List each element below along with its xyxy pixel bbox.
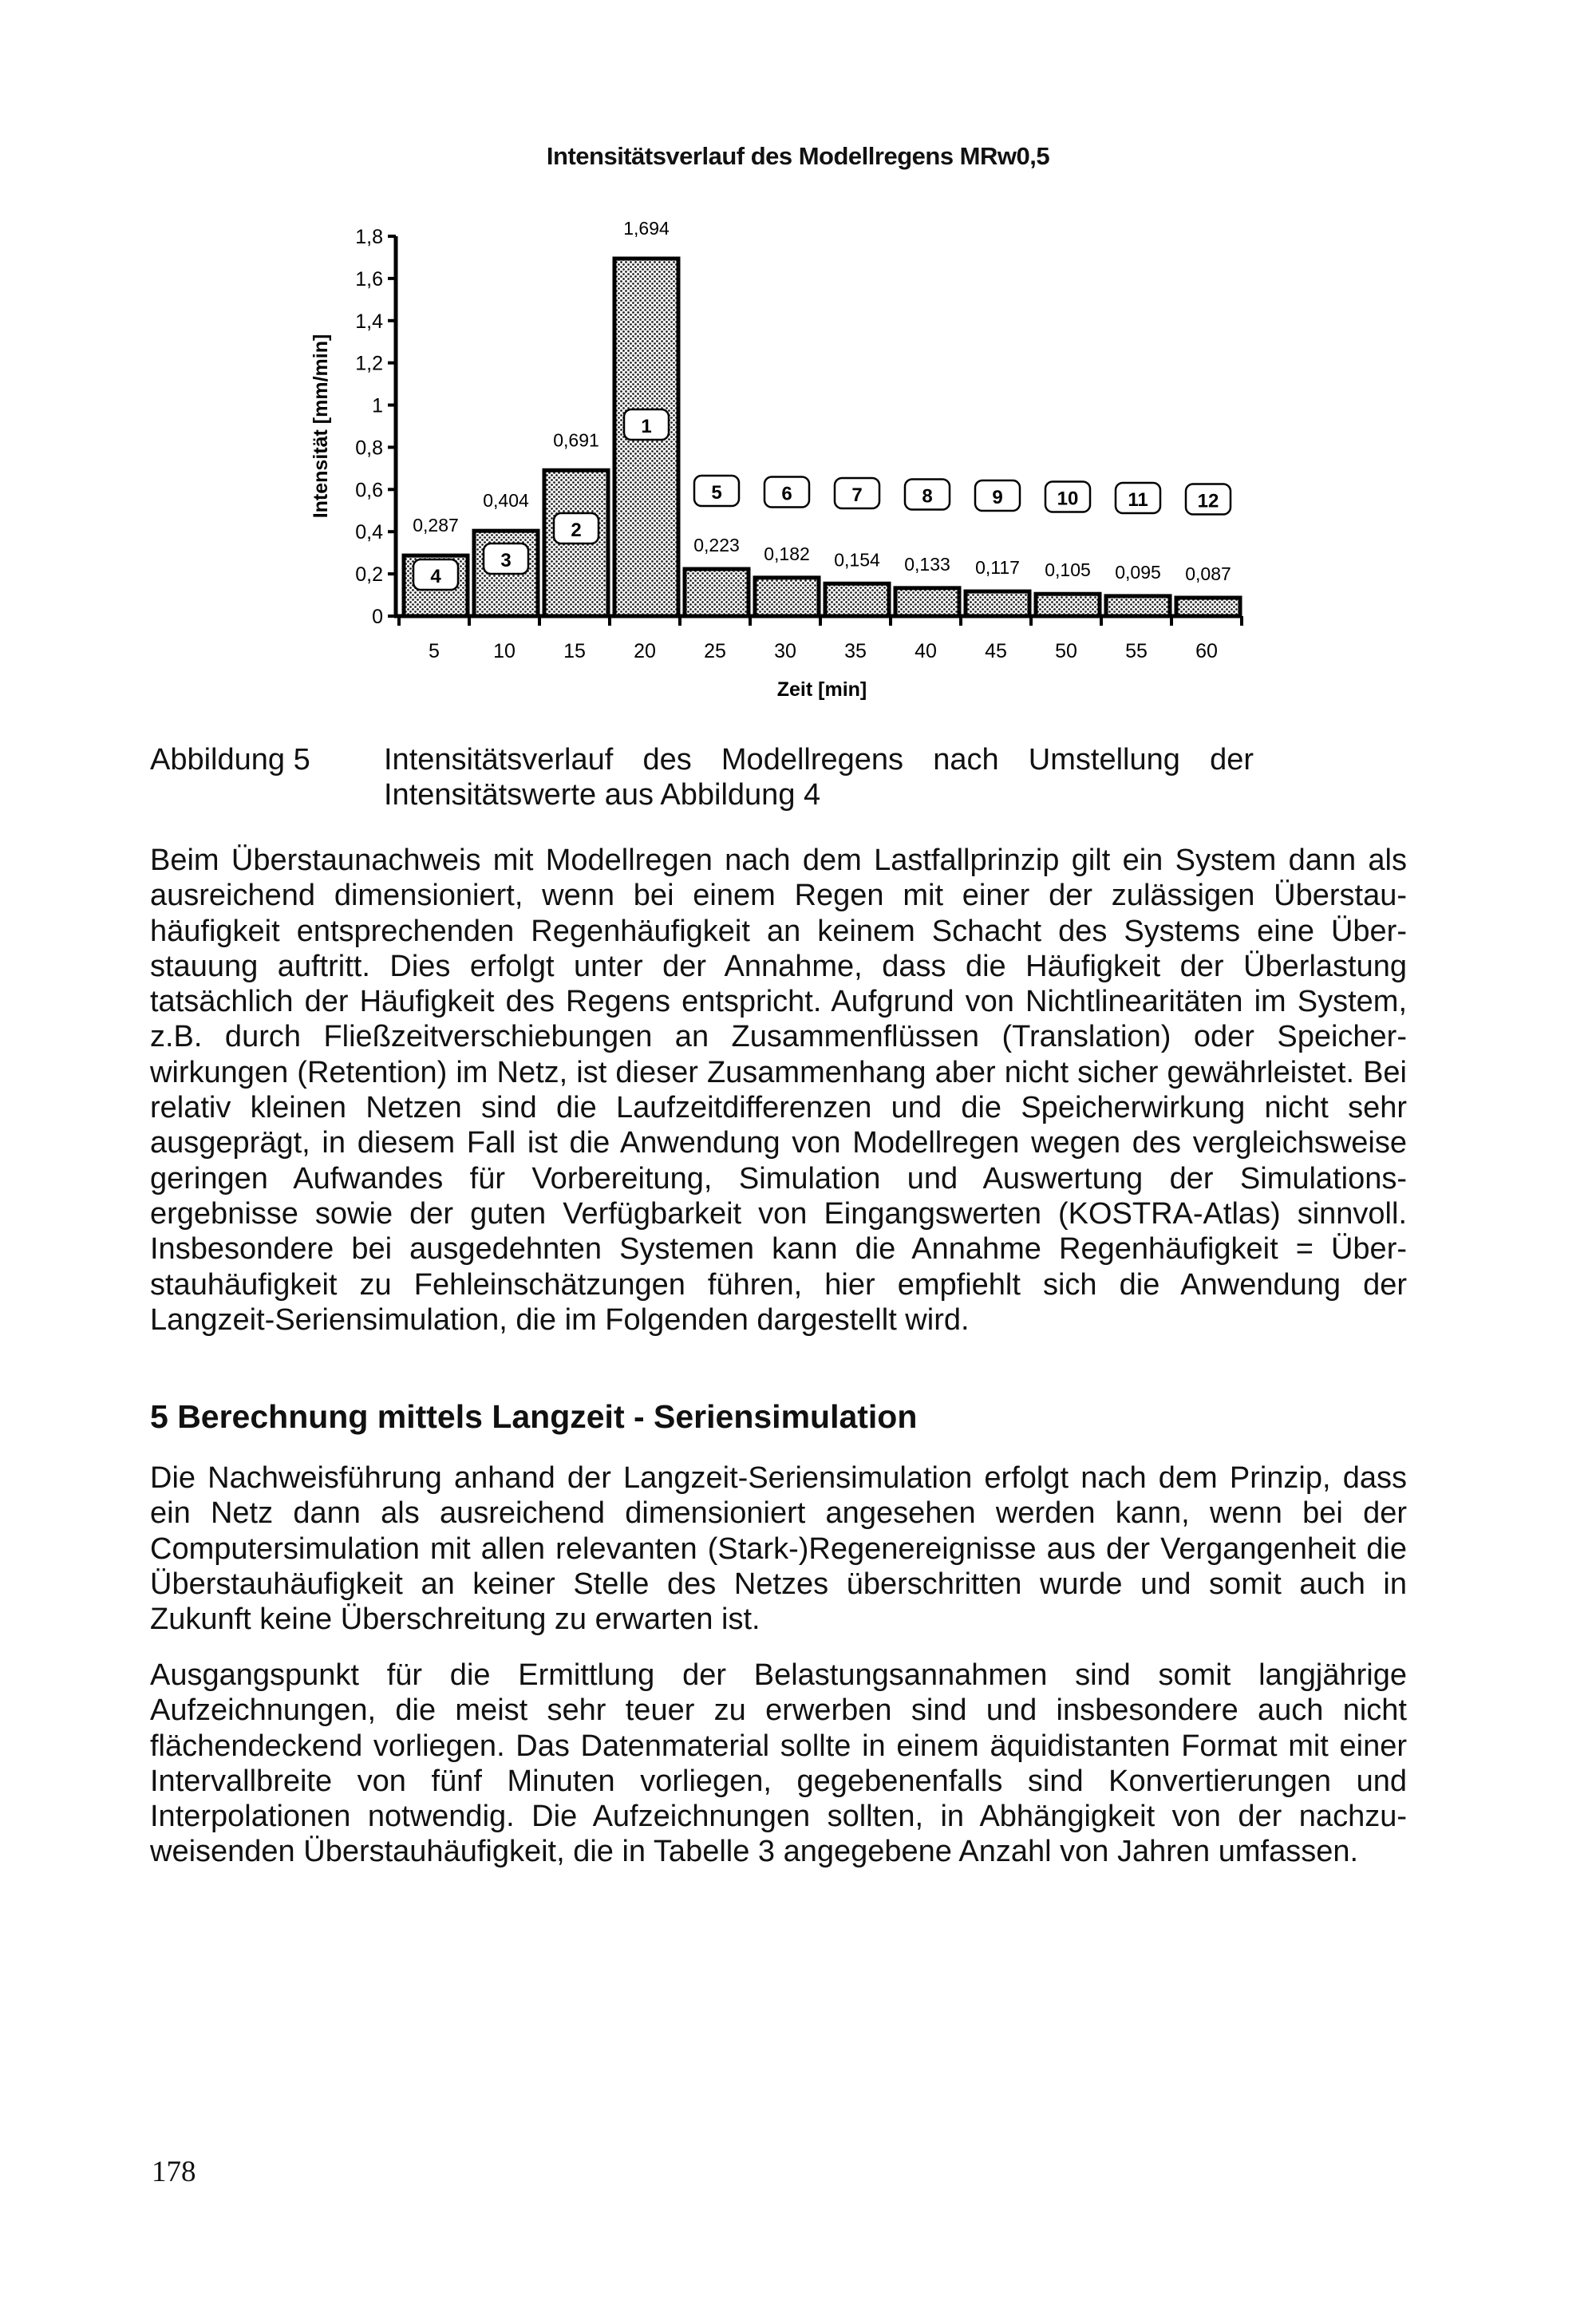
bar <box>1176 598 1240 616</box>
value-label: 0,287 <box>413 515 459 536</box>
rank-label: 7 <box>851 484 863 506</box>
value-label: 0,087 <box>1185 563 1231 584</box>
value-label: 0,133 <box>904 553 950 575</box>
paragraph-modellregen: Beim Überstaunachweis mit Modellregen nach dem Lastfallprinzip gilt ein System dann als ausreichend dimensioniert, wenn bei einem Regen mit einer der zulässigen Überstau-häufigkeit entsprechenden Regenhäufigkeit an keinem Schacht des Systems eine Über-stauung auftritt. Dies erfolgt unter der Annahme, dass die Häufigkeit der Überlastung tatsächlich der Häufigkeit des Regens entspricht. Aufgrund von Nichtlinearitäten im System, z.B. durch Fließzeitverschiebungen an Zusammenflüssen (Translation) oder Speicher-wirkungen (Retention) im Netz, ist dieser Zusammenhang aber nicht sicher gewährleistet. Bei relativ kleinen Netzen sind die Laufzeitdifferenzen und die Speicherwirkung nicht sehr ausgeprägt, in diesem Fall ist die Anwendung von Modellregen wegen des vergleichsweise geringen Aufwandes für Vorbereitung, Simulation und Auswertung der Simulations-ergebnisse sowie der guten Verfügbarkeit von Eingangswerten (KOSTRA-Atlas) sinnvoll. Insbesondere bei ausgedehnten Systemen kann die Annahme Regenhäufigkeit = Über-stauhäufigkeit zu Fehleinschätzungen führen, hier empfiehlt sich die Anwendung der Langzeit-Seriensimulation, die im Folgenden dargestellt wird. <box>150 844 1407 1337</box>
rank-label: 11 <box>1128 489 1148 511</box>
x-tick-label: 10 <box>493 640 516 662</box>
page-number: 178 <box>152 2156 196 2188</box>
y-tick-label: 1,4 <box>355 310 383 333</box>
paragraph-ausgangspunkt: Ausgangspunkt für die Ermittlung der Belastungsannahmen sind somit langjährige Aufzeichnungen, die meist sehr teuer zu erwerben sind und insbesondere auch nicht flächendeckend vorliegen. Das Datenmaterial sollte in einem äquidistanten Format mit einer Intervallbreite von fünf Minuten vorliegen, gegebenenfalls sind Konvertierungen und Interpolationen notwendig. Die Aufzeichnungen sollten, in Abhängigkeit von der nachzu-weisenden Überstauhäufigkeit, die in Tabelle 3 angegebene Anzahl von Jahren umfassen. <box>150 1658 1407 1869</box>
rank-label: 6 <box>781 483 792 505</box>
bar <box>755 578 819 616</box>
value-label: 0,404 <box>483 490 529 512</box>
y-tick-label: 1 <box>372 394 383 417</box>
x-tick-label: 20 <box>634 640 656 662</box>
x-axis-label <box>777 678 867 701</box>
rank-label: 4 <box>430 566 441 587</box>
y-tick-label: 0,4 <box>355 521 383 544</box>
value-label: 0,095 <box>1115 561 1161 583</box>
caption-label: Abbildung 5 <box>150 743 310 777</box>
bars <box>404 218 1240 616</box>
value-label: 0,117 <box>975 557 1020 579</box>
section-heading: 5 Berechnung mittels Langzeit - Seriensimulation <box>150 1398 918 1435</box>
bar <box>895 588 959 616</box>
value-label: 0,105 <box>1045 559 1091 581</box>
rank-label: 1 <box>641 416 652 437</box>
caption-text: Intensitätsverlauf des Modellregens nach Umstellung der Intensitätswerte aus Abbildung 4 <box>384 743 1254 812</box>
x-tick-label: 45 <box>985 640 1007 662</box>
x-tick-label: 15 <box>563 640 586 662</box>
value-label: 0,182 <box>764 543 810 564</box>
bar-chart <box>0 0 1596 718</box>
bar <box>685 569 749 616</box>
bar <box>825 583 889 616</box>
x-tick-label: 50 <box>1055 640 1077 662</box>
bar <box>1036 594 1100 616</box>
value-label: 1,694 <box>623 218 670 239</box>
x-tick-label: 30 <box>774 640 796 662</box>
y-tick-label: 0,8 <box>355 437 383 460</box>
x-tick-label: 55 <box>1125 640 1148 662</box>
y-tick-label: 0,6 <box>355 479 383 502</box>
x-tick-label: 60 <box>1195 640 1218 662</box>
rank-label: 2 <box>571 520 582 541</box>
x-tick-label: 35 <box>844 640 867 662</box>
y-tick-label: 1,2 <box>355 352 383 375</box>
value-label: 0,223 <box>693 535 740 556</box>
svg-text:Zeit [min]: Zeit [min] <box>776 678 867 701</box>
rank-label: 10 <box>1057 488 1079 510</box>
rank-label: 9 <box>992 487 1003 508</box>
x-tick-label: 25 <box>704 640 726 662</box>
y-tick-label: 1,8 <box>355 226 383 248</box>
y-axis-label <box>310 334 332 519</box>
y-tick-label: 0,2 <box>355 563 383 587</box>
x-tick-label: 40 <box>915 640 937 662</box>
rank-label: 3 <box>500 550 512 571</box>
y-tick-label: 1,6 <box>355 267 383 290</box>
rank-label: 8 <box>922 485 933 508</box>
rank-label: 5 <box>711 482 722 504</box>
bar <box>966 591 1029 616</box>
y-tick-label: 0 <box>372 606 383 628</box>
chart-title: Intensitätsverlauf des Modellregens MRw0,5 <box>546 142 1050 170</box>
x-tick-label: 5 <box>429 640 440 662</box>
rank-label: 12 <box>1197 490 1219 512</box>
value-label: 0,691 <box>553 429 599 451</box>
svg-text:Intensität [mm/min]: Intensität [mm/min] <box>310 334 332 519</box>
value-label: 0,154 <box>834 549 880 571</box>
paragraph-nachweisfuehrung: Die Nachweisführung anhand der Langzeit-Seriensimulation erfolgt nach dem Prinzip, dass ein Netz dann als ausreichend dimensioniert angesehen werden kann, wenn bei der Computersimulation mit allen relevanten (Stark-)Regenereignisse aus der Vergangenheit die Überstauhäufigkeit an keiner Stelle des Netzes überschritten wurde und somit auch in Zukunft keine Überschreitung zu erwarten ist. <box>150 1461 1407 1637</box>
bar <box>1106 596 1170 616</box>
